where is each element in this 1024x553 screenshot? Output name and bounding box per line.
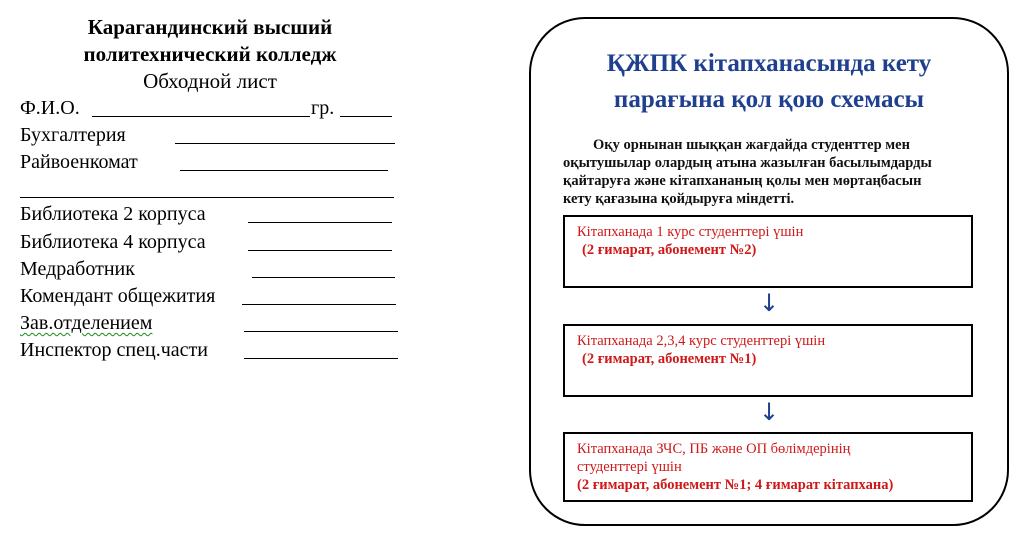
form-row-label: Бухгалтерия: [20, 124, 126, 146]
step-box-1: [563, 215, 973, 288]
step-2-line-1: Кітапханада 2,3,4 курс студенттері үшін: [577, 333, 826, 349]
fio-row: [20, 95, 410, 121]
step-box-3: [563, 432, 973, 502]
signature-line[interactable]: [175, 143, 395, 144]
step-3-line-1: Кітапханада ЗЧС, ПБ және ОП бөлімдерінің: [577, 441, 851, 457]
step-3-line-2: (2 ғимарат, абонемент №1; 4 ғимарат кітапхана): [577, 477, 894, 493]
form-row-special-inspector: [20, 337, 410, 363]
clearance-sheet-form: [0, 0, 420, 553]
signature-line[interactable]: [252, 277, 395, 278]
fio-line[interactable]: [92, 116, 310, 117]
intro-line: оқытушылар олардың атына жазылған басылымдарды: [563, 155, 932, 171]
form-row-label: Инспектор спец.части: [20, 339, 208, 361]
panel-title-line-2: парағына қол қою схемасы: [613, 86, 925, 113]
form-row-label: Библиотека 4 корпуса: [20, 231, 206, 253]
form-row-label: Медработник: [20, 258, 135, 280]
group-label: гр.: [311, 97, 335, 119]
intro-line: кету қағазына қойдыруға міндетті.: [563, 191, 795, 207]
signature-line[interactable]: [244, 331, 398, 332]
step-3-line-1b: студенттері үшін: [577, 459, 682, 475]
form-row-label: Библиотека 2 корпуса: [20, 203, 206, 225]
form-row-dept-head: [20, 310, 410, 336]
form-row-blank: [20, 176, 410, 202]
form-row-accounting: [20, 122, 410, 148]
panel-title: [531, 46, 1007, 118]
signature-line[interactable]: [242, 304, 396, 305]
fio-label: Ф.И.О.: [20, 97, 80, 119]
signature-line[interactable]: [248, 222, 392, 223]
form-row-dorm-commandant: [20, 283, 410, 309]
form-row-library-2: [20, 201, 410, 227]
group-line[interactable]: [340, 116, 392, 117]
panel-intro: [563, 136, 978, 208]
form-row-library-4: [20, 229, 410, 255]
signature-line[interactable]: [180, 170, 388, 171]
intro-line: қайтаруға және кітапхананың қолы мен мөртаңбасын: [563, 173, 922, 189]
blank-line[interactable]: [20, 197, 394, 198]
form-row-medic: [20, 256, 410, 282]
step-2-line-2: (2 ғимарат, абонемент №1): [582, 351, 757, 367]
form-row-label: Комендант общежития: [20, 285, 216, 307]
form-row-military-office: [20, 149, 410, 175]
college-name-line-1: Карагандинский высший: [87, 15, 333, 39]
intro-line: Оқу орнынан шыққан жағдайда студенттер мен: [593, 137, 910, 153]
signature-line[interactable]: [248, 250, 392, 251]
down-arrow-icon: ↓: [759, 398, 780, 426]
signature-line[interactable]: [244, 358, 398, 359]
form-row-label: Зав.отделением: [20, 312, 153, 334]
panel-title-line-1: ҚЖПК кітапханасында кету: [606, 50, 932, 77]
library-signing-scheme-panel: [529, 17, 1009, 526]
college-name-line-2: политехнический колледж: [83, 42, 337, 66]
form-subtitle: Обходной лист: [143, 69, 277, 93]
form-row-label: Райвоенкомат: [20, 151, 138, 173]
down-arrow-icon: ↓: [759, 289, 780, 317]
step-box-2: [563, 324, 973, 397]
step-1-line-1: Кітапханада 1 курс студенттері үшін: [577, 224, 804, 240]
step-1-line-2: (2 ғимарат, абонемент №2): [582, 242, 757, 258]
